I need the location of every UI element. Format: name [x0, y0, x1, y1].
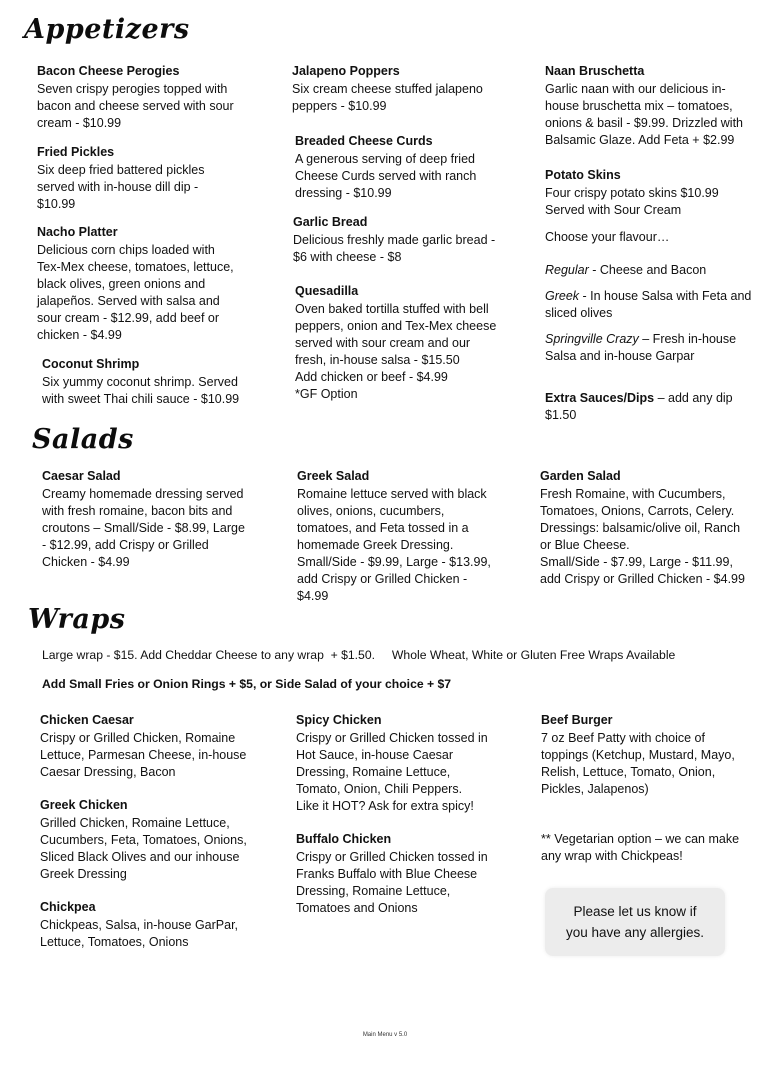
item-name: Coconut Shrimp [42, 357, 140, 371]
item-name: Naan Bruschetta [545, 64, 645, 78]
allergy-line: Please let us know if [573, 904, 697, 919]
menu-item-quesadilla [295, 283, 535, 403]
flavour-greek [545, 288, 765, 322]
allergy-notice [545, 888, 725, 956]
flavour-text: – Fresh in-house [638, 332, 737, 346]
item-name: Chicken Caesar [40, 713, 134, 727]
menu-item-naan-bruschetta [545, 63, 770, 149]
salads-heading: Salads [32, 424, 134, 455]
item-description: Chickpeas, Salsa, in-house GarPar, Lettuce, Tomatoes, Onions [40, 918, 239, 949]
item-name: Breaded Cheese Curds [295, 134, 433, 148]
menu-item-jalapeno-poppers [292, 63, 532, 115]
menu-item-beef-burger-wrap [541, 712, 766, 798]
extra-sauces-text: – add any dip [654, 391, 733, 405]
item-description: Grilled Chicken, Romaine Lettuce, Cucumbers, Feta, Tomatoes, Onions, Sliced Black Olives and our inhouse Greek Dressing [40, 816, 247, 881]
wraps-heading: Wraps [28, 604, 126, 635]
item-description: Crispy or Grilled Chicken, Romaine Lettuce, Parmesan Cheese, in-house Caesar Dressing, Bacon [40, 731, 247, 779]
flavour-text: - In house Salsa with Feta and [579, 289, 752, 303]
item-name: Garden Salad [540, 469, 621, 483]
item-description: Seven crispy perogies topped with bacon and cheese served with sour cream - $10.99 [37, 82, 234, 130]
item-description: Six deep fried battered pickles served with in-house dill dip - $10.99 [37, 163, 205, 211]
extra-sauces [545, 390, 765, 424]
item-description: Fresh Romaine, with Cucumbers, Tomatoes, Onions, Carrots, Celery. Dressings: balsamic/olive oil, Ranch or Blue Cheese. Small/Side - $7.99, Large - $11.99, add Crispy or Grilled Chicken - $4.99 [540, 487, 745, 586]
menu-item-buffalo-chicken-wrap [296, 831, 536, 917]
menu-item-greek-salad [297, 468, 532, 605]
menu-item-fried-pickles [37, 144, 277, 213]
item-name: Chickpea [40, 900, 96, 914]
item-name: Garlic Bread [293, 215, 368, 229]
menu-item-nacho-platter [37, 224, 282, 344]
flavour-text: - Cheese and Bacon [588, 263, 707, 277]
menu-item-potato-skins [545, 167, 770, 219]
wraps-addon-line: Add Small Fries or Onion Rings + $5, or Side Salad of your choice + $7 [42, 677, 452, 691]
extra-sauces-label: Extra Sauces/Dips [545, 391, 655, 405]
menu-item-garden-salad [540, 468, 768, 588]
allergy-line: you have any allergies. [565, 925, 705, 940]
item-name: Quesadilla [295, 284, 359, 298]
item-description: Four crispy potato skins $10.99 Served with Sour Cream [545, 186, 719, 217]
item-description: Delicious corn chips loaded with Tex-Mex cheese, tomatoes, lettuce, black olives, green onions and jalapeños. Served with salsa and sour cream - $12.99, add beef or chicken - $4.99 [37, 243, 234, 342]
vegetarian-option: ** Vegetarian option – we can make any wrap with Chickpeas! [541, 832, 740, 863]
flavour-label: Greek [545, 289, 580, 303]
menu-item-breaded-cheese-curds [295, 133, 535, 202]
item-name: Caesar Salad [42, 469, 121, 483]
flavour-regular [545, 262, 706, 279]
appetizers-heading: Appetizers [24, 14, 190, 45]
menu-item-spicy-chicken-wrap [296, 712, 536, 815]
item-name: Potato Skins [545, 168, 621, 182]
item-name: Jalapeno Poppers [292, 64, 400, 78]
flavour-text-2: sliced olives [545, 306, 613, 320]
item-name: Buffalo Chicken [296, 832, 392, 846]
item-name: Nacho Platter [37, 225, 118, 239]
item-description: Romaine lettuce served with black olives, onions, cucumbers, tomatoes, and Feta tossed in a homemade Greek Dressing. Small/Side - $9.99, Large - $13.99, add Crispy or Grilled Chicken - $4.99 [297, 487, 491, 603]
menu-item-chicken-caesar-wrap [40, 712, 290, 781]
item-description: Six cream cheese stuffed jalapeno peppers - $10.99 [292, 82, 483, 113]
menu-item-garlic-bread [293, 214, 533, 266]
item-name: Bacon Cheese Perogies [37, 64, 180, 78]
flavour-label: Regular [545, 263, 589, 277]
item-name: Greek Chicken [40, 798, 128, 812]
item-name: Fried Pickles [37, 145, 115, 159]
menu-item-greek-chicken-wrap [40, 797, 290, 883]
item-description: 7 oz Beef Patty with choice of toppings (Ketchup, Mustard, Mayo, Relish, Lettuce, Tomato, Onion, Pickles, Jalapenos) [541, 731, 735, 796]
extra-sauces-price: $1.50 [545, 408, 577, 422]
menu-item-chickpea-wrap [40, 899, 290, 951]
item-description: Crispy or Grilled Chicken tossed in Hot Sauce, in-house Caesar Dressing, Romaine Lettuce, Tomato, Onion, Chili Peppers. Like it HOT? Ask for extra spicy! [296, 731, 488, 813]
item-description: Garlic naan with our delicious in- house bruschetta mix – tomatoes, onions & basil - $9.99. Drizzled with Balsamic Glaze. Add Feta + $2.99 [545, 82, 744, 147]
item-description: Oven baked tortilla stuffed with bell peppers, onion and Tex-Mex cheese served with sour cream and our fresh, in-house salsa - $15.50 Add chicken or beef - $4.99 *GF Option [295, 302, 497, 401]
footer-version: Main Menu v 5.0 [362, 1032, 408, 1038]
menu-item-bacon-cheese-perogies [37, 63, 277, 132]
item-description: Creamy homemade dressing served with fresh romaine, bacon bits and croutons – Small/Side - $8.99, Large - $12.99, add Crispy or Grilled Chicken - $4.99 [42, 487, 245, 569]
flavour-text-2: Salsa and in-house Garpar [545, 349, 695, 363]
item-description: Crispy or Grilled Chicken tossed in Franks Buffalo with Blue Cheese Dressing, Romaine Lettuce, Tomatoes and Onions [296, 850, 488, 915]
item-name: Greek Salad [297, 469, 370, 483]
item-description: Six yummy coconut shrimp. Served with sweet Thai chili sauce - $10.99 [42, 375, 240, 406]
item-description: A generous serving of deep fried Cheese Curds served with ranch dressing - $10.99 [295, 152, 477, 200]
flavour-springville-crazy [545, 331, 765, 365]
item-name: Beef Burger [541, 713, 613, 727]
item-name: Spicy Chicken [296, 713, 382, 727]
wraps-info-line: Large wrap - $15. Add Cheddar Cheese to any wrap + $1.50. Whole Wheat, White or Gluten Free Wraps Available [42, 648, 676, 662]
menu-item-caesar-salad [42, 468, 287, 571]
flavour-label: Springville Crazy [545, 332, 639, 346]
choose-flavour-text: Choose your flavour… [545, 230, 670, 244]
menu-item-coconut-shrimp [42, 356, 287, 408]
item-description: Delicious freshly made garlic bread - $6 with cheese - $8 [293, 233, 496, 264]
